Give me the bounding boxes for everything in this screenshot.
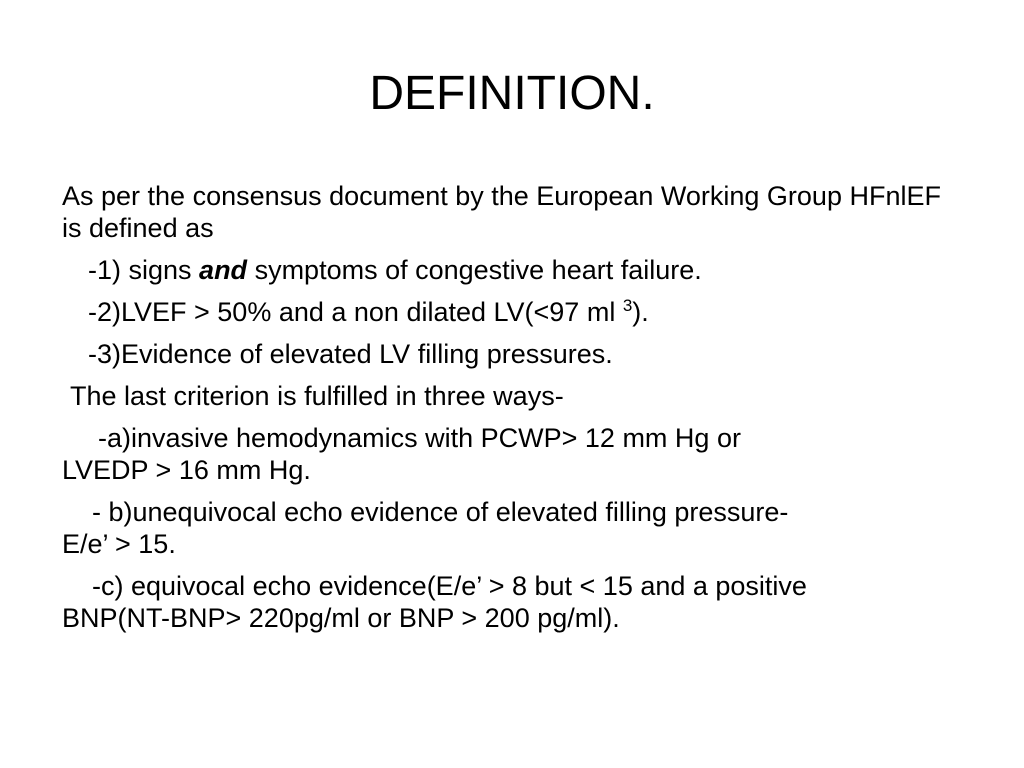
way-c-line-1: -c) equivocal echo evidence(E/e’ > 8 but < 15 and a positive xyxy=(92,571,807,601)
criterion-1-post: symptoms of congestive heart failure. xyxy=(247,255,702,285)
way-b-line-1: - b)unequivocal echo evidence of elevated filling pressure- xyxy=(92,497,789,527)
way-a-line-2: LVEDP > 16 mm Hg. xyxy=(62,455,311,485)
criterion-2 xyxy=(62,296,962,328)
criterion-1-emphasis: and xyxy=(199,255,248,285)
way-c-line-2: BNP(NT-BNP> 220pg/ml or BNP > 200 pg/ml). xyxy=(62,603,620,633)
slide-body xyxy=(62,180,962,644)
criterion-2-superscript: 3 xyxy=(622,296,633,315)
last-criterion-heading: The last criterion is fulfilled in three ways- xyxy=(70,381,564,411)
way-b xyxy=(62,496,962,560)
criterion-1 xyxy=(62,254,962,286)
way-b-line-2: E/e’ > 15. xyxy=(62,529,176,559)
criterion-3: -3)Evidence of elevated LV filling pressures. xyxy=(88,339,613,369)
criterion-2-post: ). xyxy=(632,297,649,327)
slide-title: DEFINITION. xyxy=(369,67,655,120)
way-c xyxy=(62,570,962,634)
way-a-line-1: -a)invasive hemodynamics with PCWP> 12 mm Hg or xyxy=(98,423,741,453)
criterion-1-pre: -1) signs xyxy=(88,255,200,285)
criterion-2-pre: -2)LVEF > 50% and a non dilated LV(<97 ml xyxy=(88,297,623,327)
intro-text: As per the consensus document by the European Working Group HFnlEF is defined as xyxy=(62,181,941,243)
way-a xyxy=(62,422,962,486)
